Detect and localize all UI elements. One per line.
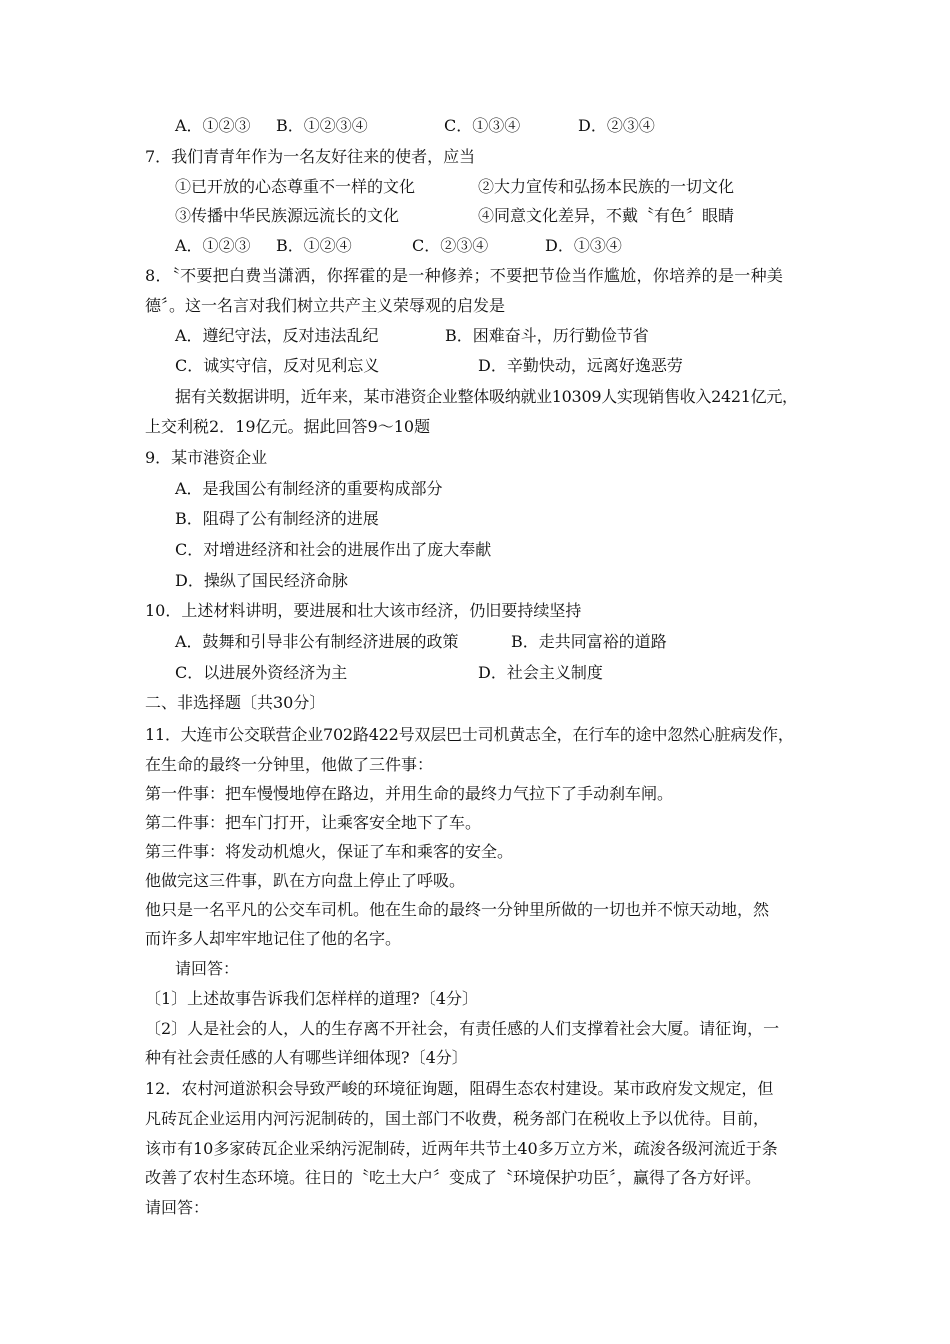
q10-option-d: D．社会主义制度 <box>478 663 603 682</box>
q8-stem-line-1: 8．〝不要把白费当潇洒，你挥霍的是一种修养；不要把节俭当作尴尬，你培养的是一种美 <box>145 266 784 285</box>
q10-option-b: B．走共同富裕的道路 <box>511 632 667 651</box>
q7-option-b: B．①②④ <box>276 236 352 255</box>
q6-option-a: A．①②③ <box>175 116 251 135</box>
q7-item-3: ③传播中华民族源远流长的文化 <box>175 206 400 225</box>
q8-option-d: D．辛勤快动，远离好逸恶劳 <box>478 356 683 375</box>
q9-option-a: A．是我国公有制经济的重要构成部分 <box>175 479 443 498</box>
q11-line-5: 第三件事：将发动机熄火，保证了车和乘客的安全。 <box>145 842 514 861</box>
q8-option-b: B．困难奋斗，历行勤俭节省 <box>445 326 649 345</box>
q11-line-1: 11．大连市公交联营企业702路422号双层巴士司机黄志全，在行车的途中忽然心脏病发作， <box>145 725 794 744</box>
q9-option-c: C．对增进经济和社会的进展作出了庞大奉献 <box>175 540 492 559</box>
q12-line-2: 凡砖瓦企业运用内河污泥制砖的，国土部门不收费，税务部门在税收上予以优待。目前， <box>145 1109 770 1128</box>
q11-prompt: 请回答： <box>175 959 240 978</box>
q11-line-3: 第一件事：把车慢慢地停在路边，并用生命的最终力气拉下了手动刹车闸。 <box>145 784 674 803</box>
q11-line-7: 他只是一名平凡的公交车司机。他在生命的最终一分钟里所做的一切也并不惊天动地，然 <box>145 900 770 919</box>
section-2-heading: 二、非选择题〔共30分〕 <box>145 693 326 712</box>
q11-sub-1: 〔1〕上述故事告诉我们怎样样的道理?〔4分〕 <box>145 989 478 1008</box>
q7-option-d: D．①③④ <box>545 236 622 255</box>
q12-line-1: 12．农村河道淤积会导致严峻的环境征询题，阻碍生态农村建设。某市政府发文规定，但 <box>145 1079 774 1098</box>
q11-line-6: 他做完这三件事，趴在方向盘上停止了呼吸。 <box>145 871 466 890</box>
q9-option-b: B．阻碍了公有制经济的进展 <box>175 509 379 528</box>
q12-line-3: 该市有10多家砖瓦企业采纳污泥制砖，近两年共节土40多万立方米，疏浚各级河流近于条 <box>145 1139 778 1158</box>
q6-option-b: B．①②③④ <box>276 116 368 135</box>
q6-option-d: D．②③④ <box>578 116 655 135</box>
q7-option-c: C．②③④ <box>412 236 489 255</box>
q7-item-4: ④同意文化差异，不戴〝有色〞眼睛 <box>478 206 735 225</box>
q7-item-2: ②大力宣传和弘扬本民族的一切文化 <box>478 177 735 196</box>
q8-option-a: A．遵纪守法，反对违法乱纪 <box>175 326 379 345</box>
material-line-1: 据有关数据讲明，近年来，某市港资企业整体吸纳就业10309人实现销售收入2421亿元， <box>175 387 798 406</box>
q11-sub-2-line-2: 种有社会责任感的人有哪些详细体现?〔4分〕 <box>145 1048 468 1067</box>
q11-line-4: 第二件事：把车门打开，让乘客安全地下了车。 <box>145 813 482 832</box>
q11-sub-2-line-1: 〔2〕人是社会的人，人的生存离不开社会，有责任感的人们支撑着社会大厦。请征询，一 <box>145 1019 780 1038</box>
q7-option-a: A．①②③ <box>175 236 251 255</box>
q9-stem: 9．某市港资企业 <box>145 448 268 467</box>
q8-stem-line-2: 德〞。这一名言对我们树立共产主义荣辱观的启发是 <box>145 296 506 315</box>
q11-line-8: 而许多人却牢牢地记住了他的名字。 <box>145 929 402 948</box>
q7-item-1: ①已开放的心态尊重不一样的文化 <box>175 177 416 196</box>
q10-option-a: A．鼓舞和引导非公有制经济进展的政策 <box>175 632 459 651</box>
q12-line-4: 改善了农村生态环境。往日的〝吃土大户〞变成了〝环境保护功臣〞，赢得了各方好评。 <box>145 1168 762 1187</box>
q11-line-2: 在生命的最终一分钟里，他做了三件事： <box>145 755 434 774</box>
q7-stem: 7．我们青青年作为一名友好往来的使者，应当 <box>145 147 476 166</box>
q10-stem: 10．上述材料讲明，要进展和壮大该市经济，仍旧要持续坚持 <box>145 601 582 620</box>
q8-option-c: C．诚实守信，反对见利忘义 <box>175 356 380 375</box>
q12-prompt: 请回答： <box>145 1198 210 1217</box>
material-line-2: 上交利税2．19亿元。据此回答9～10题 <box>145 417 431 436</box>
q9-option-d: D．操纵了国民经济命脉 <box>175 571 348 590</box>
q6-option-c: C．①③④ <box>444 116 521 135</box>
q10-option-c: C．以进展外资经济为主 <box>175 663 348 682</box>
